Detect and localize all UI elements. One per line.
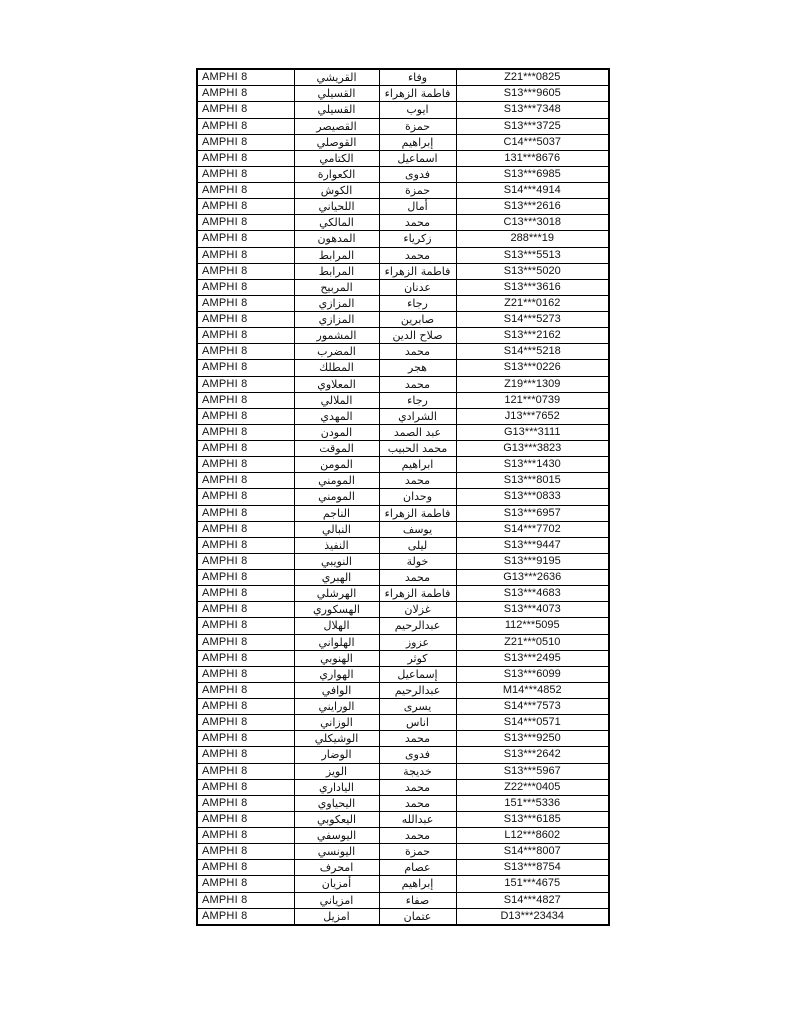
cell-last-name: الوشيكلي (294, 731, 379, 747)
cell-room: AMPHI 8 (197, 860, 294, 876)
cell-last-name: اليعكوبي (294, 811, 379, 827)
cell-last-name: المدهون (294, 231, 379, 247)
table-row (197, 795, 609, 811)
cell-masked-id: D13***23434 (456, 908, 609, 925)
table-row (197, 166, 609, 182)
cell-masked-id: 121***0739 (456, 392, 609, 408)
cell-first-name: محمد (379, 344, 456, 360)
cell-last-name: اللحياني (294, 199, 379, 215)
cell-last-name: المطلك (294, 360, 379, 376)
cell-last-name: المعلاوي (294, 376, 379, 392)
table-row (197, 392, 609, 408)
table-row (197, 505, 609, 521)
cell-room: AMPHI 8 (197, 134, 294, 150)
cell-last-name: الهنوبي (294, 650, 379, 666)
cell-first-name: وفاء (379, 69, 456, 86)
cell-room: AMPHI 8 (197, 876, 294, 892)
cell-first-name: فاطمة الزهراء (379, 263, 456, 279)
table-row (197, 860, 609, 876)
cell-last-name: الموقت (294, 441, 379, 457)
cell-last-name: القصيصر (294, 118, 379, 134)
cell-masked-id: S13***0226 (456, 360, 609, 376)
table-row (197, 586, 609, 602)
cell-room: AMPHI 8 (197, 844, 294, 860)
table-row (197, 231, 609, 247)
cell-masked-id: 131***8676 (456, 150, 609, 166)
cell-room: AMPHI 8 (197, 570, 294, 586)
cell-masked-id: J13***7652 (456, 408, 609, 424)
cell-last-name: الناجم (294, 505, 379, 521)
cell-masked-id: S13***4073 (456, 602, 609, 618)
table-row (197, 811, 609, 827)
cell-last-name: امزيل (294, 908, 379, 925)
cell-last-name: الملالي (294, 392, 379, 408)
cell-room: AMPHI 8 (197, 183, 294, 199)
cell-masked-id: M14***4852 (456, 682, 609, 698)
table-row (197, 828, 609, 844)
cell-last-name: الوضار (294, 747, 379, 763)
cell-masked-id: G13***2636 (456, 570, 609, 586)
cell-room: AMPHI 8 (197, 150, 294, 166)
cell-masked-id: Z21***0510 (456, 634, 609, 650)
cell-room: AMPHI 8 (197, 537, 294, 553)
cell-last-name: المالكي (294, 215, 379, 231)
cell-masked-id: 112***5095 (456, 618, 609, 634)
cell-room: AMPHI 8 (197, 424, 294, 440)
table-row (197, 908, 609, 925)
cell-masked-id: S14***0571 (456, 715, 609, 731)
table-row (197, 408, 609, 424)
cell-room: AMPHI 8 (197, 811, 294, 827)
cell-first-name: إبراهيم (379, 876, 456, 892)
cell-last-name: الوزاني (294, 715, 379, 731)
cell-masked-id: S14***5273 (456, 312, 609, 328)
cell-room: AMPHI 8 (197, 602, 294, 618)
table-row (197, 747, 609, 763)
cell-last-name: امحرف (294, 860, 379, 876)
cell-masked-id: L12***8602 (456, 828, 609, 844)
table-row (197, 570, 609, 586)
table-row (197, 199, 609, 215)
table-row (197, 892, 609, 908)
cell-last-name: الكعوارة (294, 166, 379, 182)
cell-masked-id: S14***7573 (456, 699, 609, 715)
cell-first-name: محمد (379, 473, 456, 489)
cell-last-name: الكتامي (294, 150, 379, 166)
cell-room: AMPHI 8 (197, 457, 294, 473)
table-row (197, 344, 609, 360)
cell-first-name: عبدالرحيم (379, 618, 456, 634)
cell-masked-id: S13***2495 (456, 650, 609, 666)
cell-room: AMPHI 8 (197, 69, 294, 86)
cell-masked-id: S13***6985 (456, 166, 609, 182)
cell-last-name: اليحياوي (294, 795, 379, 811)
cell-masked-id: S14***7702 (456, 521, 609, 537)
cell-first-name: رجاء (379, 295, 456, 311)
cell-first-name: فاطمة الزهراء (379, 505, 456, 521)
cell-first-name: ليلى (379, 537, 456, 553)
cell-masked-id: S13***5967 (456, 763, 609, 779)
cell-room: AMPHI 8 (197, 247, 294, 263)
cell-masked-id: S13***3616 (456, 279, 609, 295)
cell-first-name: أمال (379, 199, 456, 215)
cell-last-name: الهسكوري (294, 602, 379, 618)
cell-last-name: أمزيان (294, 876, 379, 892)
cell-first-name: محمد (379, 828, 456, 844)
cell-room: AMPHI 8 (197, 86, 294, 102)
cell-room: AMPHI 8 (197, 828, 294, 844)
cell-room: AMPHI 8 (197, 699, 294, 715)
cell-room: AMPHI 8 (197, 263, 294, 279)
cell-room: AMPHI 8 (197, 344, 294, 360)
cell-first-name: محمد (379, 779, 456, 795)
cell-masked-id: S13***9250 (456, 731, 609, 747)
cell-masked-id: S13***5513 (456, 247, 609, 263)
roster-table-body (197, 69, 609, 925)
cell-first-name: فدوى (379, 747, 456, 763)
cell-room: AMPHI 8 (197, 779, 294, 795)
cell-last-name: القسيلي (294, 102, 379, 118)
cell-room: AMPHI 8 (197, 682, 294, 698)
cell-masked-id: S13***3725 (456, 118, 609, 134)
cell-masked-id: S13***1430 (456, 457, 609, 473)
cell-last-name: القوصلي (294, 134, 379, 150)
cell-first-name: عزوز (379, 634, 456, 650)
cell-last-name: الويز (294, 763, 379, 779)
cell-first-name: محمد (379, 247, 456, 263)
roster-table (196, 68, 610, 926)
table-row (197, 618, 609, 634)
cell-first-name: فدوى (379, 166, 456, 182)
table-row (197, 731, 609, 747)
cell-masked-id: Z21***0162 (456, 295, 609, 311)
cell-last-name: الهلواني (294, 634, 379, 650)
table-row (197, 134, 609, 150)
cell-masked-id: Z19***1309 (456, 376, 609, 392)
table-row (197, 441, 609, 457)
cell-room: AMPHI 8 (197, 586, 294, 602)
table-row (197, 328, 609, 344)
cell-last-name: المومني (294, 473, 379, 489)
cell-first-name: خديجة (379, 763, 456, 779)
table-row (197, 247, 609, 263)
table-row (197, 779, 609, 795)
cell-last-name: النويبي (294, 553, 379, 569)
cell-first-name: عبد الصمد (379, 424, 456, 440)
cell-first-name: ابراهيم (379, 457, 456, 473)
cell-masked-id: S13***9447 (456, 537, 609, 553)
table-row (197, 763, 609, 779)
cell-first-name: عدنان (379, 279, 456, 295)
table-row (197, 295, 609, 311)
table-row (197, 183, 609, 199)
cell-masked-id: S14***4827 (456, 892, 609, 908)
cell-masked-id: S13***6099 (456, 666, 609, 682)
cell-last-name: المربيح (294, 279, 379, 295)
table-row (197, 521, 609, 537)
cell-masked-id: S13***2162 (456, 328, 609, 344)
table-row (197, 489, 609, 505)
cell-room: AMPHI 8 (197, 505, 294, 521)
cell-first-name: فاطمة الزهراء (379, 86, 456, 102)
table-row (197, 699, 609, 715)
cell-first-name: محمد (379, 570, 456, 586)
table-row (197, 682, 609, 698)
cell-last-name: المزازي (294, 312, 379, 328)
cell-masked-id: C13***3018 (456, 215, 609, 231)
cell-masked-id: S13***6185 (456, 811, 609, 827)
table-row (197, 150, 609, 166)
cell-masked-id: S13***7348 (456, 102, 609, 118)
cell-first-name: إسماعيل (379, 666, 456, 682)
cell-room: AMPHI 8 (197, 102, 294, 118)
cell-last-name: اليوسفي (294, 828, 379, 844)
cell-last-name: النبالي (294, 521, 379, 537)
cell-last-name: المرابط (294, 247, 379, 263)
table-row (197, 844, 609, 860)
cell-first-name: صلاح الدين (379, 328, 456, 344)
cell-last-name: المهدي (294, 408, 379, 424)
cell-masked-id: G13***3823 (456, 441, 609, 457)
cell-room: AMPHI 8 (197, 618, 294, 634)
cell-masked-id: S13***0833 (456, 489, 609, 505)
cell-first-name: خولة (379, 553, 456, 569)
cell-first-name: الشرادي (379, 408, 456, 424)
cell-masked-id: C14***5037 (456, 134, 609, 150)
cell-room: AMPHI 8 (197, 376, 294, 392)
cell-first-name: إبراهيم (379, 134, 456, 150)
cell-room: AMPHI 8 (197, 666, 294, 682)
cell-room: AMPHI 8 (197, 763, 294, 779)
cell-masked-id: S13***8754 (456, 860, 609, 876)
table-row (197, 650, 609, 666)
cell-first-name: هجر (379, 360, 456, 376)
cell-first-name: حمزة (379, 183, 456, 199)
cell-last-name: الهواري (294, 666, 379, 682)
cell-last-name: الهبري (294, 570, 379, 586)
cell-last-name: المودن (294, 424, 379, 440)
cell-first-name: محمد (379, 795, 456, 811)
cell-last-name: الكوش (294, 183, 379, 199)
cell-first-name: وحدان (379, 489, 456, 505)
table-row (197, 876, 609, 892)
cell-masked-id: S13***6957 (456, 505, 609, 521)
cell-masked-id: S13***5020 (456, 263, 609, 279)
cell-masked-id: S13***8015 (456, 473, 609, 489)
table-row (197, 537, 609, 553)
cell-masked-id: 151***4675 (456, 876, 609, 892)
cell-last-name: الوافي (294, 682, 379, 698)
cell-masked-id: S13***9605 (456, 86, 609, 102)
cell-last-name: القريشي (294, 69, 379, 86)
cell-masked-id: Z21***0825 (456, 69, 609, 86)
cell-masked-id: 151***5336 (456, 795, 609, 811)
cell-last-name: الهرشلي (294, 586, 379, 602)
cell-last-name: الورايني (294, 699, 379, 715)
cell-first-name: محمد (379, 215, 456, 231)
cell-room: AMPHI 8 (197, 473, 294, 489)
table-row (197, 102, 609, 118)
table-row (197, 715, 609, 731)
cell-first-name: عتمان (379, 908, 456, 925)
cell-room: AMPHI 8 (197, 279, 294, 295)
cell-first-name: يسرى (379, 699, 456, 715)
cell-last-name: امزياني (294, 892, 379, 908)
cell-first-name: اسماعيل (379, 150, 456, 166)
table-row (197, 424, 609, 440)
cell-last-name: الياداري (294, 779, 379, 795)
cell-first-name: يوسف (379, 521, 456, 537)
table-row (197, 360, 609, 376)
cell-room: AMPHI 8 (197, 553, 294, 569)
table-row (197, 263, 609, 279)
cell-masked-id: G13***3111 (456, 424, 609, 440)
cell-room: AMPHI 8 (197, 392, 294, 408)
table-row (197, 602, 609, 618)
cell-last-name: القسيلي (294, 86, 379, 102)
cell-room: AMPHI 8 (197, 715, 294, 731)
cell-first-name: حمزة (379, 844, 456, 860)
cell-masked-id: 288***19 (456, 231, 609, 247)
cell-room: AMPHI 8 (197, 295, 294, 311)
cell-room: AMPHI 8 (197, 441, 294, 457)
cell-first-name: غزلان (379, 602, 456, 618)
cell-masked-id: S14***8007 (456, 844, 609, 860)
cell-first-name: حمزة (379, 118, 456, 134)
cell-first-name: صفاء (379, 892, 456, 908)
cell-last-name: المومن (294, 457, 379, 473)
cell-room: AMPHI 8 (197, 892, 294, 908)
cell-first-name: عبدالرحيم (379, 682, 456, 698)
cell-first-name: رجاء (379, 392, 456, 408)
table-row (197, 118, 609, 134)
table-row (197, 86, 609, 102)
cell-last-name: النفيذ (294, 537, 379, 553)
cell-masked-id: S13***4683 (456, 586, 609, 602)
cell-room: AMPHI 8 (197, 199, 294, 215)
cell-last-name: المومني (294, 489, 379, 505)
cell-masked-id: S13***2642 (456, 747, 609, 763)
cell-room: AMPHI 8 (197, 360, 294, 376)
table-row (197, 666, 609, 682)
table-row (197, 376, 609, 392)
cell-first-name: صابرين (379, 312, 456, 328)
cell-last-name: الهلال (294, 618, 379, 634)
cell-masked-id: S14***5218 (456, 344, 609, 360)
cell-room: AMPHI 8 (197, 408, 294, 424)
cell-first-name: كوثر (379, 650, 456, 666)
cell-first-name: زكرياء (379, 231, 456, 247)
table-row (197, 457, 609, 473)
cell-room: AMPHI 8 (197, 795, 294, 811)
table-row (197, 312, 609, 328)
cell-room: AMPHI 8 (197, 747, 294, 763)
cell-masked-id: Z22***0405 (456, 779, 609, 795)
cell-room: AMPHI 8 (197, 312, 294, 328)
cell-room: AMPHI 8 (197, 521, 294, 537)
table-row (197, 553, 609, 569)
cell-room: AMPHI 8 (197, 166, 294, 182)
cell-last-name: المضرب (294, 344, 379, 360)
cell-room: AMPHI 8 (197, 650, 294, 666)
cell-room: AMPHI 8 (197, 489, 294, 505)
cell-last-name: المزازي (294, 295, 379, 311)
cell-last-name: المشمور (294, 328, 379, 344)
cell-first-name: عصام (379, 860, 456, 876)
table-row (197, 69, 609, 86)
cell-first-name: فاطمة الزهراء (379, 586, 456, 602)
cell-first-name: محمد (379, 376, 456, 392)
cell-room: AMPHI 8 (197, 118, 294, 134)
cell-room: AMPHI 8 (197, 231, 294, 247)
cell-masked-id: S13***9195 (456, 553, 609, 569)
cell-first-name: عبدالله (379, 811, 456, 827)
table-row (197, 279, 609, 295)
cell-first-name: اناس (379, 715, 456, 731)
cell-room: AMPHI 8 (197, 634, 294, 650)
cell-masked-id: S14***4914 (456, 183, 609, 199)
table-row (197, 634, 609, 650)
cell-last-name: اليونسي (294, 844, 379, 860)
cell-masked-id: S13***2616 (456, 199, 609, 215)
table-row (197, 473, 609, 489)
cell-room: AMPHI 8 (197, 328, 294, 344)
cell-room: AMPHI 8 (197, 215, 294, 231)
cell-room: AMPHI 8 (197, 731, 294, 747)
cell-first-name: ايوب (379, 102, 456, 118)
table-row (197, 215, 609, 231)
cell-room: AMPHI 8 (197, 908, 294, 925)
cell-first-name: محمد الحبيب (379, 441, 456, 457)
cell-first-name: محمد (379, 731, 456, 747)
cell-last-name: المرابط (294, 263, 379, 279)
